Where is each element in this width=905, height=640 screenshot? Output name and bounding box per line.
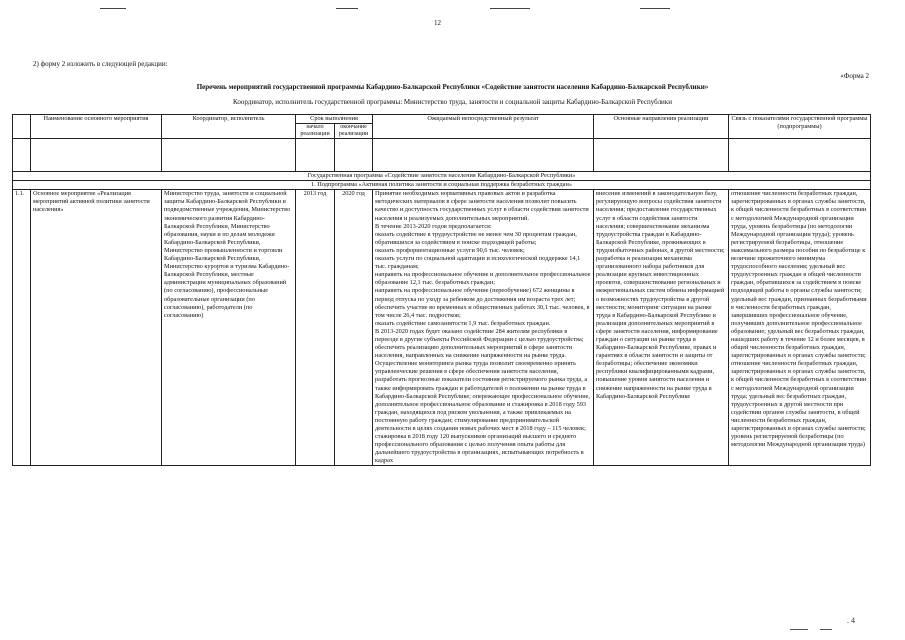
row-link: отношение численности безработных граждан, зарегистрированных в органах службы занятости, к общей численности безработных в соответствии с методологией Международной организации труда, уровень безработицы (по методологии Международной организации труда); уровень регистрируемой безработицы, отношение максимального размера пособия по безработице к величине прожиточного минимума трудоспособного населения; удельный вес трудоустроенных граждан в общей численности граждан, обратившихся за содействием в поиске подходящей работы в органы службы занятости; удельный вес граждан, признанных безработными в численности безработных граждан, завершивших профессиональное обучение, получивших дополнительное профессиональное образование; удельный вес безработных граждан, нашедших работу в течение 12 и более месяцев, в общей численности безработных граждан, зарегистрированных в органах службы занятости; отношение численности безработных граждан, зарегистрированных в органах службы занятости, к общей численности безработных в соответствии с методологией Международной организации труда; удельный вес безработных граждан, трудоустроенных в другой местности при содействии органов службы занятости, в общей численности безработных граждан, зарегистрированных в органах службы занятости; уровень регистрируемой безработицы (по методологии Международной организации труда) [729, 190, 871, 466]
header-link: Связь с показателями государственной программы (подпрограммы) [729, 115, 871, 139]
program-row: Государственная программа «Содействие занятости населения Кабардино-Балкарской Республики» [13, 172, 871, 181]
row-name: Основное мероприятие «Реализация мероприятий активной политики занятости населения» [31, 190, 162, 466]
header-directions: Основные направления реализации [594, 115, 729, 139]
header-coordinator: Координатор, исполнитель [162, 115, 296, 139]
header-name: Наименование основного мероприятия [31, 115, 162, 139]
scan-specks: . 4 [847, 616, 855, 625]
row-end: 2020 год [335, 190, 373, 466]
row-directions: внесение изменений в законодательную базу, регулирующую вопросы содействия занятости населения; предоставление государственных услуг в области содействия занятости населения; совершенствование механизма трудоустройства граждан в Кабардино-Балкарской Республике, проживающих в трудоизбыточных районах, в другой местности; разработка и реализация механизма организованного набора работников для реализации крупных инвестиционных проектов, совершенствование региональных и межрегиональных систем обмена информацией о возможностях трудоустройства в другой местности; мониторинг ситуации на рынке труда в Кабардино-Балкарской Республике и реализация дополнительных мероприятий в сфере занятости населения, информирование граждан о ситуации на рынке труда в Кабардино-Балкарской Республике, правах и гарантиях в области занятости и защиты от безработицы; обеспечение экономики республики квалифицированными кадрами, повышение уровня занятости населения и снижение напряженности на рынке труда в Кабардино-Балкарской Республике [594, 190, 729, 466]
row-start: 2013 год [296, 190, 335, 466]
header-term: Срок выполнения [296, 115, 373, 124]
scan-dash [336, 8, 358, 9]
form-label: «Форма 2 [840, 72, 869, 80]
header-start: начало реализации [296, 124, 335, 139]
scan-dash [490, 8, 530, 9]
scan-dash [640, 8, 670, 9]
page-number: 12 [434, 19, 441, 27]
table-row [13, 190, 871, 466]
document-title: Перечень мероприятий государственной программы Кабардино-Балкарской Республики «Содействие занятости населения Кабардино-Балкарской Республики» [196, 83, 709, 91]
scan-dash [820, 629, 832, 630]
header-result: Ожидаемый непосредственный результат [373, 115, 594, 139]
row-result: Принятие необходимых нормативных правовых актов и разработка методических материалов в сфере занятости населения позволит повысить качество и доступность государственных услуг в области содействия занятости населения и реализуемых дополнительных мероприятий. В течение 2013-2020 годов предполагается: оказать содействие в трудоустройстве не менее чем 30 процентам граждан, обратившихся за содействием в поиске подходящей работы; оказать профориентационные услуги 90,6 тыс. человек; оказать услуги по социальной адаптации и психологической поддержке 14,1 тыс. гражданам; направить на профессиональное обучение и дополнительное профессиональное образование 12,1 тыс. безработных граждан; направить на профессиональное обучение (переобучение) 672 женщины в период отпуска по уходу за ребенком до достижения им возраста трех лет; обеспечить участие во временных и общественных работах 30,1 тыс. человек, в том числе 26,4 тыс. подростков; оказать содействие самозанятости 1,9 тыс. безработных граждан. В 2013-2020 годах будет оказано содействие 284 жителям республики в переезде в другие субъекты Российской Федерации с целью трудоустройства; обеспечить реализацию дополнительных мероприятий в сфере занятости населения, направленных на снижение напряженности на рынке труда. Осуществление мониторинга рынка труда позволит своевременно принять управленческие решения в сфере обеспечения занятости населения, разработать прогнозные показатели состояния регистрируемого рынка труда, а также информировать граждан и работодателей о положении на рынке труда в Кабардино-Балкарской Республике; опережающее профессиональное обучение, дополнительное профессиональное образование и стажировка в 2018 году 593 граждан, находящихся под риском увольнения, а также привлекаемых на постоянную работу граждан; стимулирование предпринимательской деятельности в целях создания новых рабочих мест в 2018 году – 115 человек; стажировка в 2018 году 120 выпускников организаций высшего и среднего профессионального образования с целью получения опыта работы для дальнейшего трудоустройства в организациях, испытывающих потребность в кадрах [373, 190, 594, 466]
scan-dash [790, 629, 808, 630]
header-end: окончание реализации [335, 124, 373, 139]
measures-table [12, 114, 871, 466]
document-subtitle: Координатор, исполнитель государственной программы: Министерство труда, занятости и социальной защиты Кабардино-Балкарской Республики [233, 98, 672, 106]
row-number: 1.1. [13, 190, 31, 466]
subprogram-row: 1. Подпрограмма «Активная политика занятости и социальная поддержка безработных граждан» [13, 181, 871, 190]
scan-dash [100, 8, 126, 9]
header-number [13, 115, 31, 139]
row-coordinator: Министерство труда, занятости и социальной защиты Кабардино-Балкарской Республики и подведомственные учреждения, Министерство экономического развития Кабардино-Балкарской Республики, Министерство образования, науки и по делам молодежи Кабардино-Балкарской Республики, Министерство промышленности и торговли Кабардино-Балкарской Республики, Министерство курортов и туризма Кабардино-Балкарской Республики, местные администрации муниципальных образований (по согласованию), профессиональные образовательные организации (по согласованию), работодатели (по согласованию) [162, 190, 296, 466]
intro-text: 2) форму 2 изложить в следующей редакции: [33, 60, 168, 68]
